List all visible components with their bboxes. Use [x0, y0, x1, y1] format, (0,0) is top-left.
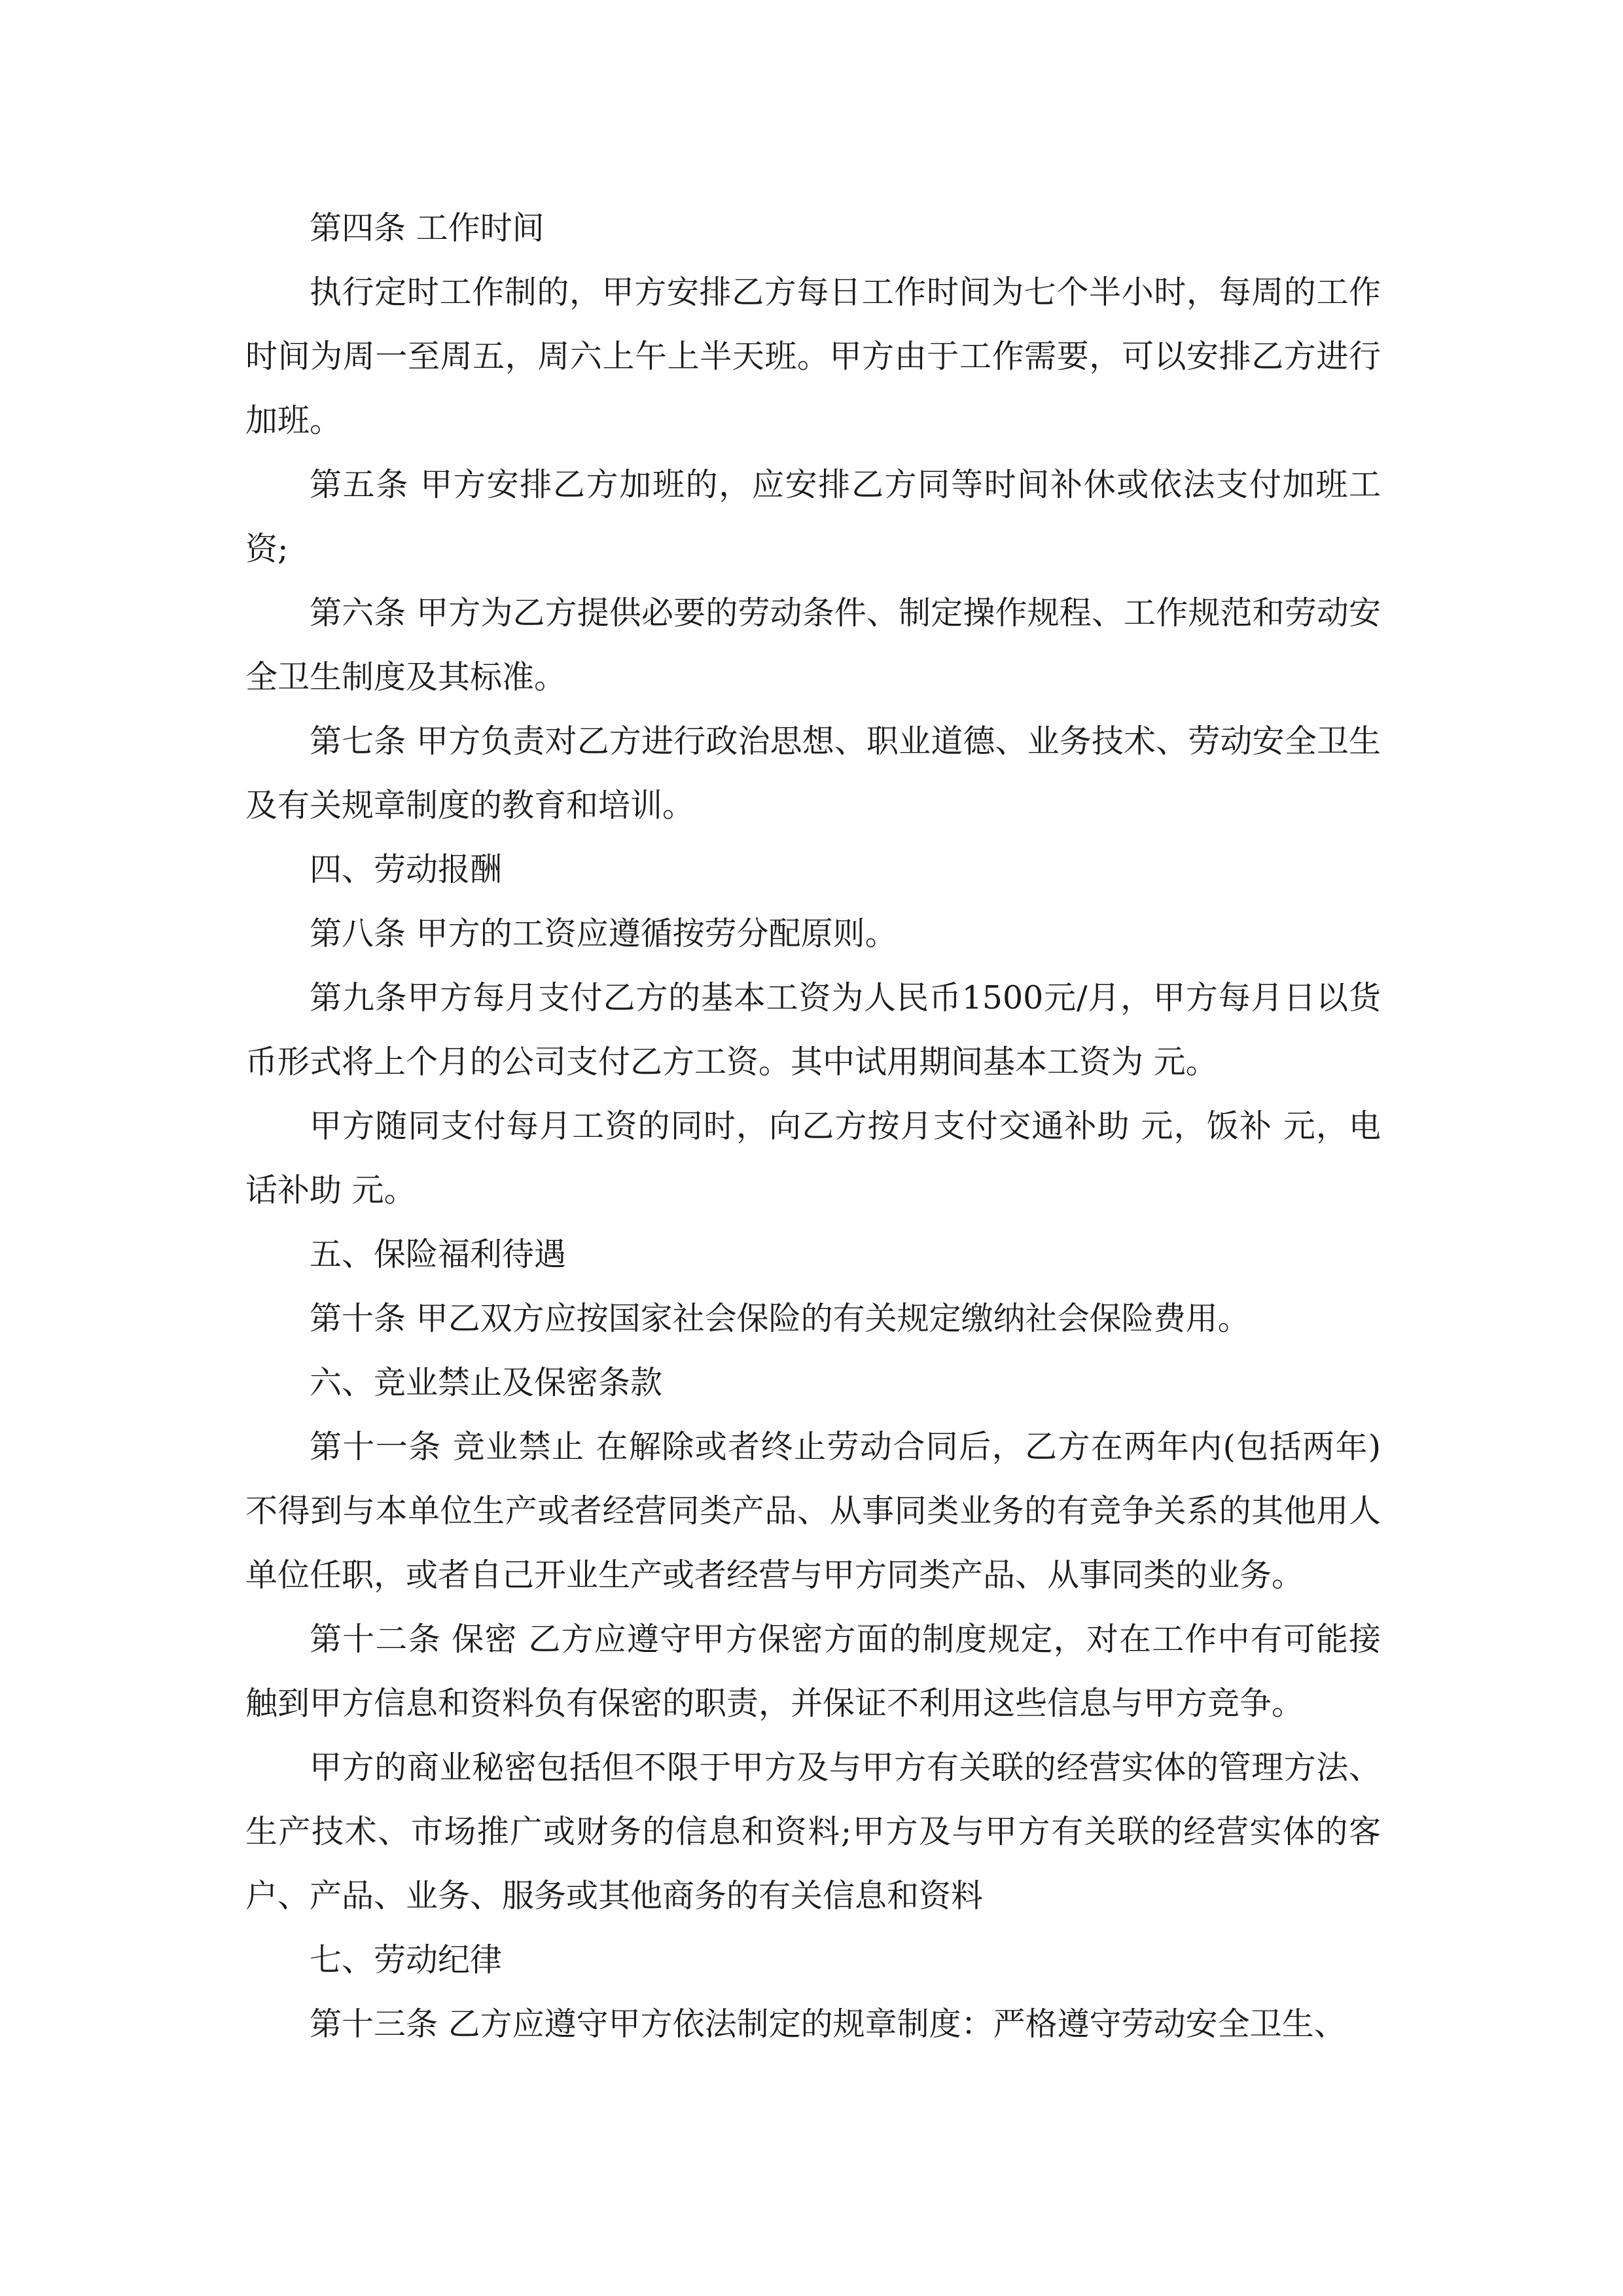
- section-7-heading: 七、劳动纪律: [310, 1941, 503, 1979]
- article-7: 第七条 甲方负责对乙方进行政治思想、职业道德、业务技术、劳动安全卫生及有关规章制度的教育和培训。: [245, 723, 1381, 824]
- allowance-paragraph: 甲方随同支付每月工资的同时，向乙方按月支付交通补助 元，饭补 元，电话补助 元。: [245, 1107, 1381, 1209]
- article-12: 第十二条 保密 乙方应遵守甲方保密方面的制度规定，对在工作中有可能接触到甲方信息和资料负有保密的职责，并保证不利用这些信息与甲方竞争。: [245, 1621, 1381, 1722]
- section-6-heading: 六、竞业禁止及保密条款: [310, 1364, 663, 1401]
- article-9: 第九条甲方每月支付乙方的基本工资为人民币1500元/月，甲方每月日以货币形式将上个月的公司支付乙方工资。其中试用期间基本工资为 元。: [245, 979, 1381, 1081]
- article-6: 第六条 甲方为乙方提供必要的劳动条件、制定操作规程、工作规范和劳动安全卫生制度及其标准。: [245, 594, 1381, 696]
- section-4-heading: 四、劳动报酬: [310, 851, 503, 888]
- article-8: 第八条 甲方的工资应遵循按劳分配原则。: [310, 915, 897, 952]
- article-4-body: 执行定时工作制的，甲方安排乙方每日工作时间为七个半小时，每周的工作时间为周一至周五，周六上午上半天班。甲方由于工作需要，可以安排乙方进行加班。: [245, 274, 1381, 439]
- article-10: 第十条 甲乙双方应按国家社会保险的有关规定缴纳社会保险费用。: [310, 1300, 1250, 1337]
- article-4-heading: 第四条 工作时间: [310, 209, 544, 247]
- article-13: 第十三条 乙方应遵守甲方依法制定的规章制度：严格遵守劳动安全卫生、: [310, 2005, 1346, 2043]
- contract-text: [245, 196, 1381, 2056]
- section-5-heading: 五、保险福利待遇: [310, 1236, 567, 1273]
- article-11: 第十一条 竞业禁止 在解除或者终止劳动合同后，乙方在两年内(包括两年)不得到与本单位生产或者经营同类产品、从事同类业务的有竞争关系的其他用人单位任职，或者自己开业生产或者经营与甲方同类产品、从事同类的业务。: [245, 1428, 1381, 1594]
- trade-secret-paragraph: 甲方的商业秘密包括但不限于甲方及与甲方有关联的经营实体的管理方法、生产技术、市场推广或财务的信息和资料;甲方及与甲方有关联的经营实体的客户、产品、业务、服务或其他商务的有关信息和资料: [245, 1749, 1381, 1914]
- article-5: 第五条 甲方安排乙方加班的，应安排乙方同等时间补休或依法支付加班工资;: [245, 466, 1381, 567]
